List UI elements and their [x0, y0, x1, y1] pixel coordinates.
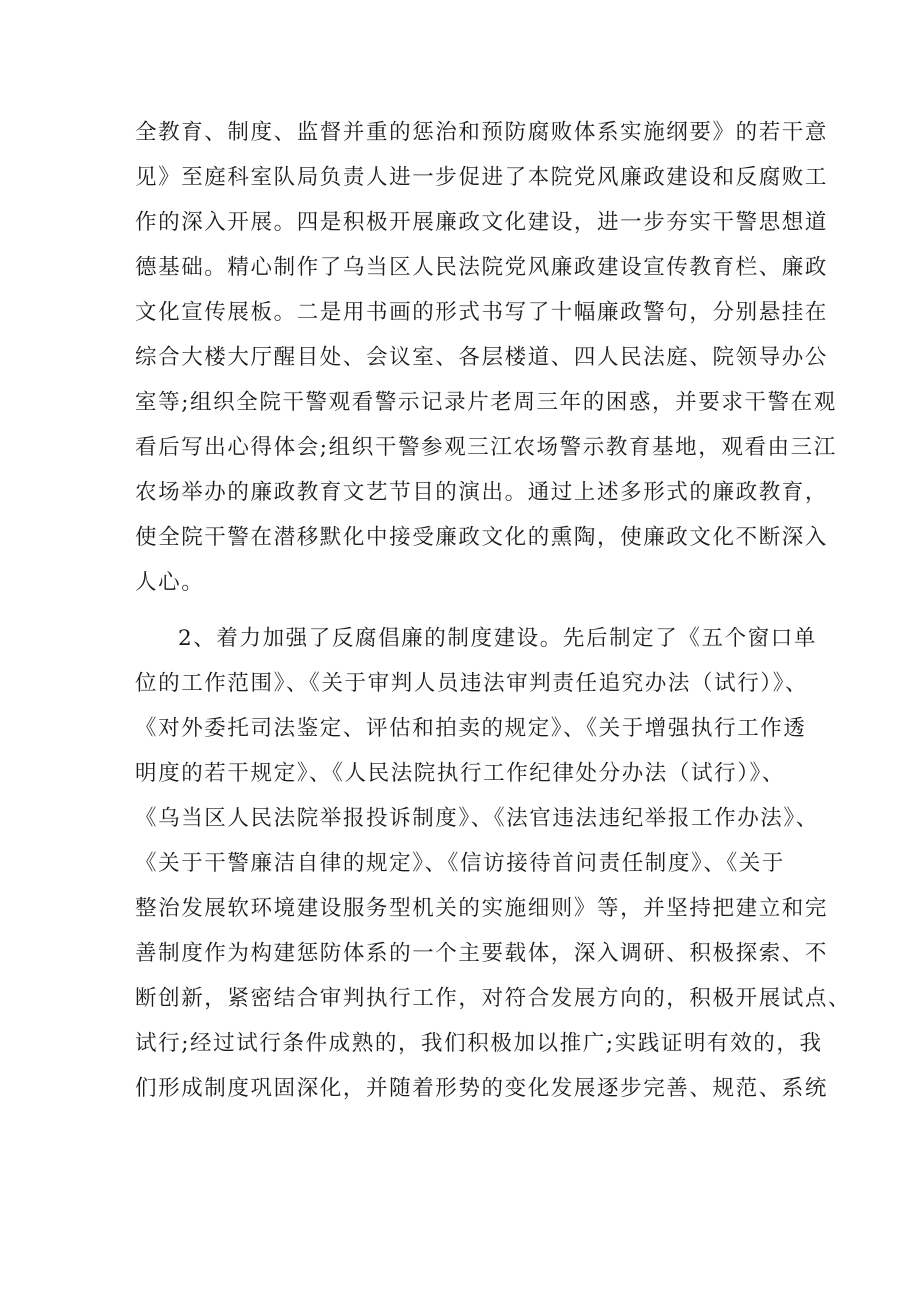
text-line: 文化宣传展板。二是用书画的形式书写了十幅廉政警句，分别悬挂在: [135, 300, 829, 325]
text-line: 们形成制度巩固深化，并随着形势的变化发展逐步完善、规范、系统: [135, 1076, 829, 1101]
text-line: 使全院干警在潜移默化中接受廉政文化的熏陶，使廉政文化不断深入: [135, 525, 829, 550]
text-line: 看后写出心得体会;组织干警参观三江农场警示教育基地，观看由三江: [135, 435, 837, 460]
text-line: 见》至庭科室队局负责人进一步促进了本院党风廉政建设和反腐败工: [135, 165, 829, 190]
text-line: 《乌当区人民法院举报投诉制度》、《法官违法违纪举报工作办法》、: [135, 806, 819, 831]
text-line: 善制度作为构建惩防体系的一个主要载体，深入调研、积极探索、不: [135, 941, 829, 966]
text-line: 综合大楼大厅醒目处、会议室、各层楼道、四人民法庭、院领导办公: [135, 345, 829, 370]
text-line: 全教育、制度、监督并重的惩治和预防腐败体系实施纲要》的若干意: [135, 120, 829, 145]
text-line: 室等;组织全院干警观看警示记录片老周三年的困惑，并要求干警在观: [135, 390, 837, 415]
text-line: 明度的若干规定》、《人民法院执行工作纪律处分办法（试行）》、: [135, 761, 786, 786]
text-line: 德基础。精心制作了乌当区人民法院党风廉政建设宣传教育栏、廉政: [135, 255, 829, 280]
text-line: 农场举办的廉政教育文艺节目的演出。通过上述多形式的廉政教育，: [135, 480, 829, 505]
text-line: 试行;经过试行条件成熟的，我们积极加以推广;实践证明有效的，我: [135, 1031, 823, 1056]
text-line: 位的工作范围》、《关于审判人员违法审判责任追究办法（试行）》、: [135, 671, 809, 696]
text-line: 人心。: [135, 570, 205, 595]
paragraph-start-line: 2、着力加强了反腐倡廉的制度建设。先后制定了《五个窗口单: [178, 626, 817, 651]
text-line: 作的深入开展。四是积极开展廉政文化建设，进一步夯实干警思想道: [135, 210, 829, 235]
text-line: 《对外委托司法鉴定、评估和拍卖的规定》、《关于增强执行工作透: [135, 716, 807, 741]
text-line: 《关于干警廉洁自律的规定》、《信访接待首问责任制度》、《关于: [135, 851, 786, 876]
text-line: 断创新，紧密结合审判执行工作，对符合发展方向的，积极开展试点、: [135, 986, 852, 1011]
text-line: 整治发展软环境建设服务型机关的实施细则》等，并坚持把建立和完: [135, 896, 829, 921]
